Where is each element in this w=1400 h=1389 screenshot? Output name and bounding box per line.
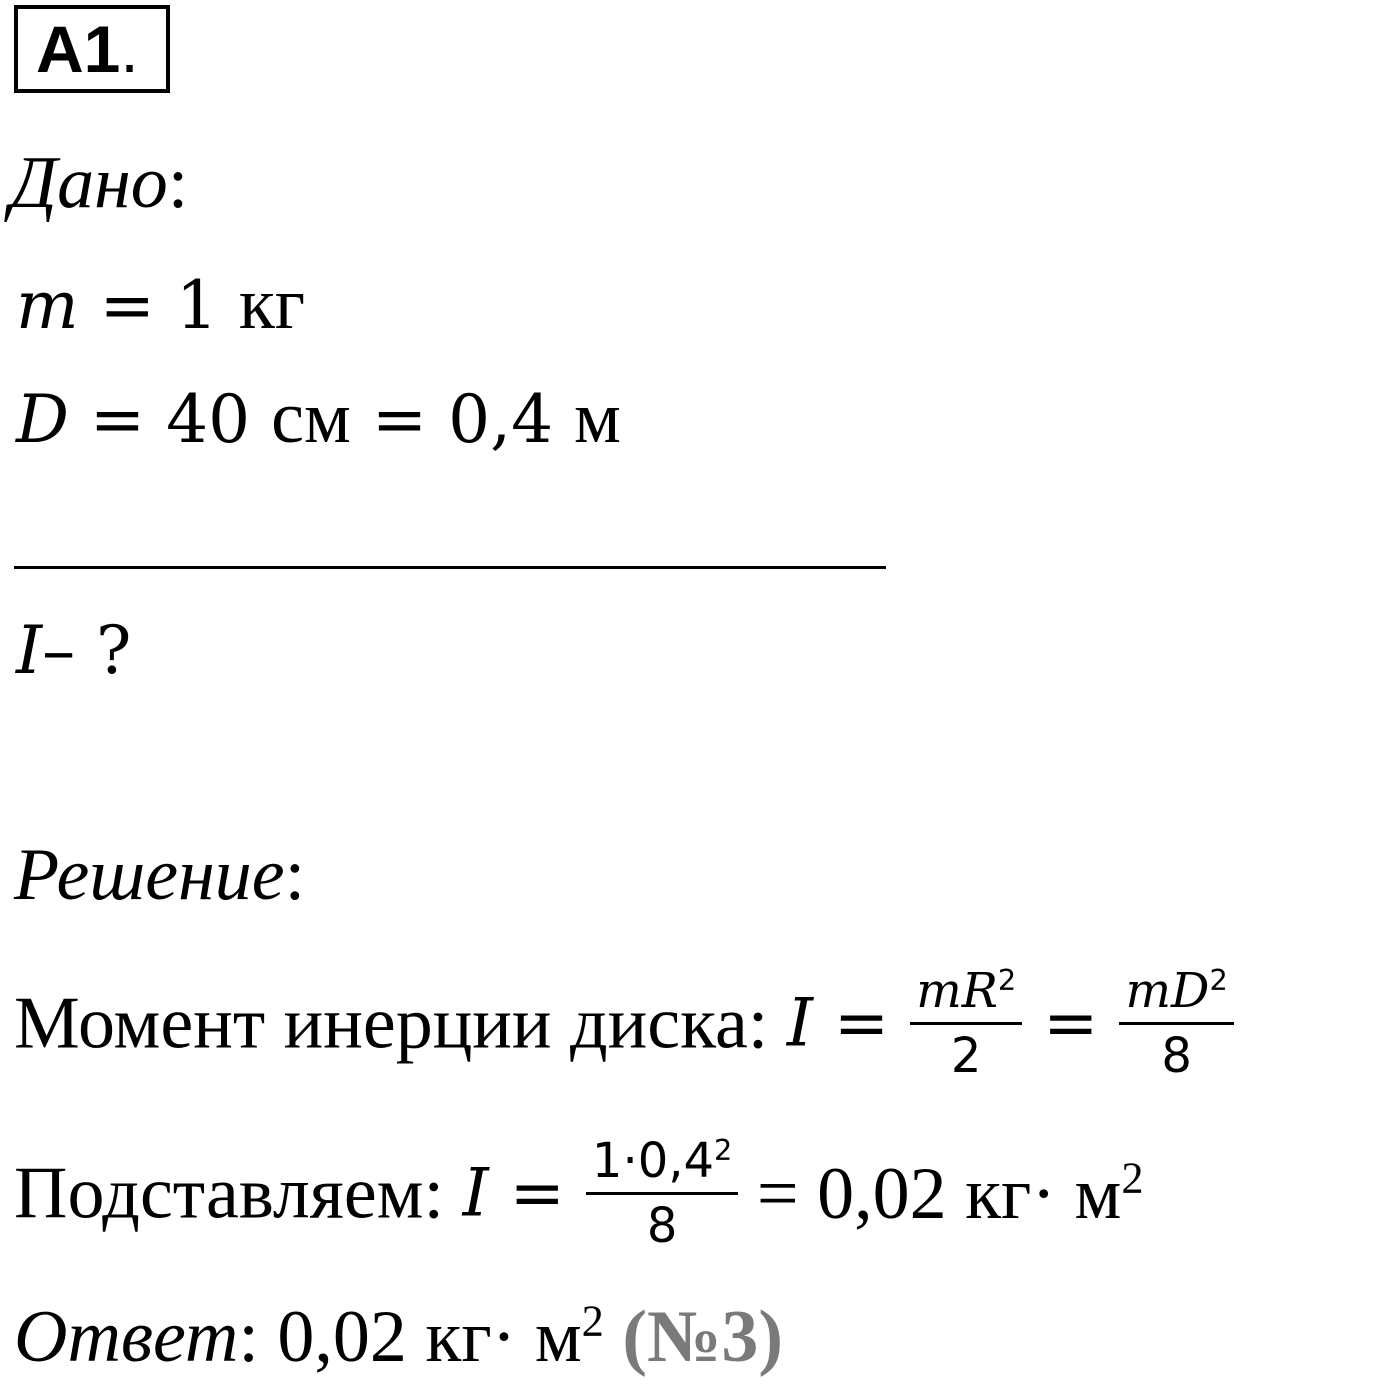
solution-line-2 (14, 1130, 1144, 1257)
fraction-numerator (910, 960, 1022, 1022)
find-line (16, 612, 131, 689)
solution-line-1 (14, 960, 1234, 1087)
solution-heading (14, 834, 306, 916)
answer-colon: : (238, 1296, 259, 1378)
line1-eq: = (812, 984, 911, 1062)
fraction-numerator-exp: 2 (997, 963, 1017, 997)
given-heading (10, 142, 189, 224)
answer-value-exp: 2 (581, 1295, 604, 1346)
given-heading-text: Дано (10, 142, 168, 224)
line1-symbol: I (786, 984, 813, 1062)
line2-eq: = (488, 1154, 586, 1232)
line1-eq2: = (1022, 984, 1120, 1062)
given-mass (16, 262, 305, 347)
answer-line (14, 1295, 784, 1378)
line2-result-text: = 0,02 кг· м (738, 1152, 1122, 1235)
line1-text: Момент инерции диска: (14, 982, 787, 1065)
fraction-numerator (1119, 960, 1233, 1022)
problem-number: A1 (36, 12, 121, 86)
fraction-numerator-exp: 2 (714, 1133, 733, 1167)
fraction-numerator (586, 1130, 738, 1192)
fraction-numerator-text: mD (1125, 963, 1210, 1019)
mass-unit: кг (238, 263, 306, 345)
line2-result (738, 1153, 1143, 1235)
answer-value: 0,02 кг· м (258, 1296, 582, 1378)
line2-result-exp: 2 (1121, 1151, 1144, 1202)
diameter-eq2: = 0,4 (350, 381, 575, 458)
fraction-substitution (586, 1130, 738, 1257)
line2-text: Подставляем: (14, 1152, 463, 1235)
fraction-md2-over-8 (1119, 960, 1233, 1087)
given-heading-colon: : (167, 142, 189, 224)
find-rest: – ? (42, 612, 132, 689)
given-divider (14, 566, 886, 569)
fraction-numerator-exp: 2 (1209, 963, 1228, 997)
diameter-unit1: см (271, 377, 351, 459)
fraction-denominator: 2 (950, 1028, 982, 1084)
diameter-symbol: D (16, 381, 69, 458)
problem-number-dot: . (120, 12, 139, 86)
diameter-eq1: = 40 (68, 381, 272, 458)
fraction-numerator-text: mR (916, 963, 998, 1019)
answer-heading: Ответ (14, 1296, 239, 1378)
mass-symbol: m (16, 267, 79, 344)
problem-number-badge (14, 5, 170, 93)
mass-eq: = 1 (78, 267, 239, 344)
find-symbol: I (16, 612, 43, 689)
solution-heading-text: Решение (14, 834, 285, 916)
fraction-denominator: 8 (646, 1198, 678, 1254)
diameter-unit2: м (574, 377, 621, 459)
solution-heading-colon: : (284, 834, 306, 916)
answer-reference: (№3) (603, 1296, 784, 1378)
fraction-denominator: 8 (1161, 1028, 1192, 1084)
given-diameter (16, 376, 621, 461)
line2-symbol: I (462, 1154, 489, 1232)
fraction-numerator-text: 1·0,4 (591, 1133, 715, 1189)
fraction-mr2-over-2 (910, 960, 1022, 1087)
